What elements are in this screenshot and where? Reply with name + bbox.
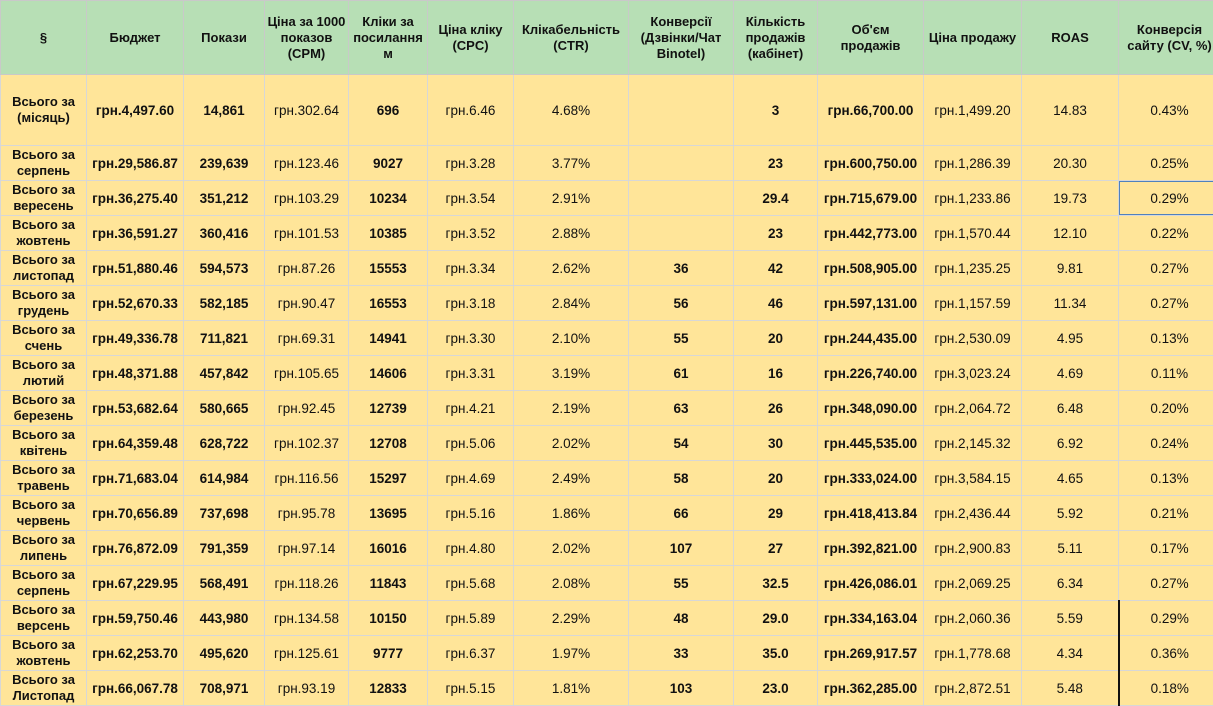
- table-cell[interactable]: грн.36,591.27: [87, 216, 184, 251]
- table-cell[interactable]: грн.66,700.00: [818, 75, 924, 146]
- table-cell[interactable]: 2.19%: [514, 391, 629, 426]
- table-cell[interactable]: 2.08%: [514, 566, 629, 601]
- table-cell[interactable]: 9.81: [1022, 251, 1119, 286]
- table-row: [1, 181, 1213, 216]
- table-cell[interactable]: 12833: [349, 671, 428, 706]
- table-cell[interactable]: грн.93.19: [265, 671, 349, 706]
- column-header[interactable]: Конверсія сайту (CV, %): [1119, 1, 1213, 75]
- table-cell[interactable]: 29: [734, 496, 818, 531]
- table-cell[interactable]: 48: [629, 601, 734, 636]
- table-cell[interactable]: грн.392,821.00: [818, 531, 924, 566]
- table-row: [1, 426, 1213, 461]
- table-cell[interactable]: грн.90.47: [265, 286, 349, 321]
- table-cell[interactable]: грн.105.65: [265, 356, 349, 391]
- table-row: [1, 286, 1213, 321]
- table-cell[interactable]: 20.30: [1022, 146, 1119, 181]
- table-cell[interactable]: грн.6.37: [428, 636, 514, 671]
- table-cell[interactable]: 1.81%: [514, 671, 629, 706]
- table-cell[interactable]: грн.64,359.48: [87, 426, 184, 461]
- table-cell[interactable]: 791,359: [184, 531, 265, 566]
- table-cell[interactable]: 4.34: [1022, 636, 1119, 671]
- table-cell[interactable]: 5.59: [1022, 601, 1119, 636]
- table-cell[interactable]: 29.4: [734, 181, 818, 216]
- table-cell[interactable]: грн.53,682.64: [87, 391, 184, 426]
- table-cell[interactable]: грн.123.46: [265, 146, 349, 181]
- table-cell[interactable]: грн.67,229.95: [87, 566, 184, 601]
- table-cell[interactable]: грн.442,773.00: [818, 216, 924, 251]
- table-cell[interactable]: 55: [629, 566, 734, 601]
- table-row: [1, 461, 1213, 496]
- table-cell[interactable]: грн.71,683.04: [87, 461, 184, 496]
- table-cell[interactable]: грн.134.58: [265, 601, 349, 636]
- table-cell[interactable]: грн.66,067.78: [87, 671, 184, 706]
- table-cell[interactable]: 696: [349, 75, 428, 146]
- table-cell[interactable]: 4.69: [1022, 356, 1119, 391]
- table-cell[interactable]: 14.83: [1022, 75, 1119, 146]
- column-header[interactable]: Кліки за посилання м: [349, 1, 428, 75]
- row-label-cell[interactable]: Всього за (місяць): [1, 75, 87, 146]
- column-header[interactable]: §: [1, 1, 87, 75]
- table-cell[interactable]: 568,491: [184, 566, 265, 601]
- row-label-cell[interactable]: Всього за грудень: [1, 286, 87, 321]
- table-cell[interactable]: грн.4,497.60: [87, 75, 184, 146]
- table-cell[interactable]: грн.1,570.44: [924, 216, 1022, 251]
- column-header[interactable]: Ціна за 1000 показов (CPM): [265, 1, 349, 75]
- table-cell[interactable]: 5.11: [1022, 531, 1119, 566]
- table-cell[interactable]: грн.3.54: [428, 181, 514, 216]
- table-cell[interactable]: [629, 146, 734, 181]
- table-cell[interactable]: 66: [629, 496, 734, 531]
- table-cell[interactable]: 63: [629, 391, 734, 426]
- table-cell[interactable]: грн.62,253.70: [87, 636, 184, 671]
- table-cell[interactable]: грн.269,917.57: [818, 636, 924, 671]
- table-cell[interactable]: грн.2,900.83: [924, 531, 1022, 566]
- table-cell[interactable]: 12.10: [1022, 216, 1119, 251]
- table-row: [1, 636, 1213, 671]
- table-body: [1, 75, 1213, 706]
- table-cell[interactable]: грн.1,778.68: [924, 636, 1022, 671]
- table-cell[interactable]: грн.2,060.36: [924, 601, 1022, 636]
- table-cell[interactable]: грн.101.53: [265, 216, 349, 251]
- table-cell[interactable]: 0.20%: [1119, 391, 1213, 426]
- table-row: [1, 216, 1213, 251]
- table-row: [1, 601, 1213, 636]
- table-cell[interactable]: грн.4.21: [428, 391, 514, 426]
- column-header[interactable]: Ціна кліку (CPC): [428, 1, 514, 75]
- table-cell[interactable]: 2.49%: [514, 461, 629, 496]
- table-cell[interactable]: 708,971: [184, 671, 265, 706]
- table-cell[interactable]: 9777: [349, 636, 428, 671]
- table-cell[interactable]: грн.1,286.39: [924, 146, 1022, 181]
- table-cell[interactable]: 360,416: [184, 216, 265, 251]
- table-cell[interactable]: 26: [734, 391, 818, 426]
- table-cell[interactable]: 23: [734, 216, 818, 251]
- table-cell[interactable]: 2.88%: [514, 216, 629, 251]
- table-cell[interactable]: грн.715,679.00: [818, 181, 924, 216]
- table-cell[interactable]: грн.103.29: [265, 181, 349, 216]
- table-cell[interactable]: 12708: [349, 426, 428, 461]
- table-cell[interactable]: 15297: [349, 461, 428, 496]
- column-header[interactable]: Ціна продажу: [924, 1, 1022, 75]
- row-label-cell[interactable]: Всього за червень: [1, 496, 87, 531]
- table-cell[interactable]: [629, 216, 734, 251]
- table-cell[interactable]: 0.29%: [1119, 181, 1213, 216]
- table-cell[interactable]: грн.48,371.88: [87, 356, 184, 391]
- table-cell[interactable]: 0.11%: [1119, 356, 1213, 391]
- table-cell[interactable]: 11.34: [1022, 286, 1119, 321]
- row-label-cell[interactable]: Всього за жовтень: [1, 216, 87, 251]
- table-cell[interactable]: 20: [734, 461, 818, 496]
- table-cell[interactable]: грн.2,069.25: [924, 566, 1022, 601]
- table-cell[interactable]: 5.92: [1022, 496, 1119, 531]
- table-cell[interactable]: грн.3.34: [428, 251, 514, 286]
- table-row: [1, 391, 1213, 426]
- row-label-cell[interactable]: Всього за вересень: [1, 181, 87, 216]
- row-label-cell[interactable]: Всього за березень: [1, 391, 87, 426]
- table-cell[interactable]: 0.36%: [1119, 636, 1213, 671]
- table-cell[interactable]: 614,984: [184, 461, 265, 496]
- table-cell[interactable]: 2.02%: [514, 531, 629, 566]
- table-cell[interactable]: 239,639: [184, 146, 265, 181]
- table-cell[interactable]: 0.13%: [1119, 461, 1213, 496]
- table-cell[interactable]: 711,821: [184, 321, 265, 356]
- table-cell[interactable]: 2.91%: [514, 181, 629, 216]
- table-cell[interactable]: грн.348,090.00: [818, 391, 924, 426]
- table-cell[interactable]: 0.27%: [1119, 286, 1213, 321]
- table-cell[interactable]: 10150: [349, 601, 428, 636]
- table-cell[interactable]: 4.65: [1022, 461, 1119, 496]
- table-cell[interactable]: грн.226,740.00: [818, 356, 924, 391]
- table-cell[interactable]: грн.102.37: [265, 426, 349, 461]
- row-label-cell[interactable]: Всього за серпень: [1, 146, 87, 181]
- table-cell[interactable]: грн.6.46: [428, 75, 514, 146]
- table-cell[interactable]: грн.5.16: [428, 496, 514, 531]
- table-cell[interactable]: 107: [629, 531, 734, 566]
- table-cell[interactable]: грн.4.80: [428, 531, 514, 566]
- table-cell[interactable]: 1.97%: [514, 636, 629, 671]
- table-cell[interactable]: 495,620: [184, 636, 265, 671]
- table-cell[interactable]: грн.1,233.86: [924, 181, 1022, 216]
- table-cell[interactable]: грн.87.26: [265, 251, 349, 286]
- table-cell[interactable]: грн.2,872.51: [924, 671, 1022, 706]
- column-header[interactable]: Покази: [184, 1, 265, 75]
- table-cell[interactable]: 2.29%: [514, 601, 629, 636]
- table-cell[interactable]: 16553: [349, 286, 428, 321]
- column-header[interactable]: Клікабельність (CTR): [514, 1, 629, 75]
- table-cell[interactable]: грн.302.64: [265, 75, 349, 146]
- table-cell[interactable]: 55: [629, 321, 734, 356]
- table-row: [1, 531, 1213, 566]
- table-cell[interactable]: грн.445,535.00: [818, 426, 924, 461]
- table-cell[interactable]: 54: [629, 426, 734, 461]
- table-cell[interactable]: грн.3.18: [428, 286, 514, 321]
- table-cell[interactable]: 351,212: [184, 181, 265, 216]
- table-cell[interactable]: грн.3.31: [428, 356, 514, 391]
- table-cell[interactable]: 3: [734, 75, 818, 146]
- table-cell[interactable]: грн.92.45: [265, 391, 349, 426]
- table-row: [1, 321, 1213, 356]
- column-header[interactable]: Об'єм продажів: [818, 1, 924, 75]
- table-cell[interactable]: [629, 181, 734, 216]
- table-cell[interactable]: 0.27%: [1119, 251, 1213, 286]
- table-cell[interactable]: грн.97.14: [265, 531, 349, 566]
- table-cell[interactable]: 2.84%: [514, 286, 629, 321]
- table-cell[interactable]: грн.3.28: [428, 146, 514, 181]
- table-cell[interactable]: 0.18%: [1119, 671, 1213, 706]
- row-label-cell[interactable]: Всього за серпень: [1, 566, 87, 601]
- table-cell[interactable]: 13695: [349, 496, 428, 531]
- table-cell[interactable]: 4.95: [1022, 321, 1119, 356]
- table-cell[interactable]: 9027: [349, 146, 428, 181]
- table-cell[interactable]: 0.17%: [1119, 531, 1213, 566]
- table-cell[interactable]: грн.125.61: [265, 636, 349, 671]
- table-cell[interactable]: грн.2,145.32: [924, 426, 1022, 461]
- column-header[interactable]: ROAS: [1022, 1, 1119, 75]
- table-cell[interactable]: грн.362,285.00: [818, 671, 924, 706]
- table-cell[interactable]: грн.5.15: [428, 671, 514, 706]
- table-cell[interactable]: грн.418,413.84: [818, 496, 924, 531]
- row-label-cell[interactable]: Всього за липень: [1, 531, 87, 566]
- table-cell[interactable]: 30: [734, 426, 818, 461]
- table-cell[interactable]: грн.51,880.46: [87, 251, 184, 286]
- table-cell[interactable]: 61: [629, 356, 734, 391]
- table-cell[interactable]: 1.86%: [514, 496, 629, 531]
- row-label-cell[interactable]: Всього за Листопад: [1, 671, 87, 706]
- table-cell[interactable]: 14,861: [184, 75, 265, 146]
- table-cell[interactable]: 23.0: [734, 671, 818, 706]
- table-cell[interactable]: 457,842: [184, 356, 265, 391]
- table-cell[interactable]: 5.48: [1022, 671, 1119, 706]
- column-header[interactable]: Конверсії (Дзвінки/Чат Binotel): [629, 1, 734, 75]
- table-cell[interactable]: 16: [734, 356, 818, 391]
- table-cell[interactable]: 594,573: [184, 251, 265, 286]
- table-cell[interactable]: 6.48: [1022, 391, 1119, 426]
- table-cell[interactable]: грн.5.89: [428, 601, 514, 636]
- table-cell[interactable]: 19.73: [1022, 181, 1119, 216]
- table-cell[interactable]: 103: [629, 671, 734, 706]
- table-cell[interactable]: грн.2,064.72: [924, 391, 1022, 426]
- table-cell[interactable]: 0.21%: [1119, 496, 1213, 531]
- table-cell[interactable]: 16016: [349, 531, 428, 566]
- column-header[interactable]: Бюджет: [87, 1, 184, 75]
- table-cell[interactable]: 10385: [349, 216, 428, 251]
- table-cell[interactable]: грн.49,336.78: [87, 321, 184, 356]
- table-cell[interactable]: грн.36,275.40: [87, 181, 184, 216]
- table-cell[interactable]: грн.2,436.44: [924, 496, 1022, 531]
- table-cell[interactable]: 36: [629, 251, 734, 286]
- table-cell[interactable]: грн.333,024.00: [818, 461, 924, 496]
- table-cell[interactable]: грн.5.06: [428, 426, 514, 461]
- table-cell[interactable]: 29.0: [734, 601, 818, 636]
- table-cell[interactable]: 23: [734, 146, 818, 181]
- table-cell[interactable]: 6.34: [1022, 566, 1119, 601]
- table-cell[interactable]: 15553: [349, 251, 428, 286]
- table-cell[interactable]: грн.597,131.00: [818, 286, 924, 321]
- table-cell[interactable]: грн.4.69: [428, 461, 514, 496]
- table-cell[interactable]: 58: [629, 461, 734, 496]
- table-cell[interactable]: 14606: [349, 356, 428, 391]
- row-label-cell[interactable]: Всього за травень: [1, 461, 87, 496]
- table-cell[interactable]: 0.24%: [1119, 426, 1213, 461]
- table-row: [1, 251, 1213, 286]
- table-cell[interactable]: грн.70,656.89: [87, 496, 184, 531]
- table-cell[interactable]: 580,665: [184, 391, 265, 426]
- table-cell[interactable]: грн.116.56: [265, 461, 349, 496]
- table-cell[interactable]: 0.29%: [1119, 601, 1213, 636]
- table-cell[interactable]: 46: [734, 286, 818, 321]
- table-cell[interactable]: грн.52,670.33: [87, 286, 184, 321]
- table-cell[interactable]: 582,185: [184, 286, 265, 321]
- table-cell[interactable]: грн.334,163.04: [818, 601, 924, 636]
- table-cell[interactable]: грн.76,872.09: [87, 531, 184, 566]
- table-cell[interactable]: грн.426,086.01: [818, 566, 924, 601]
- table-cell[interactable]: 6.92: [1022, 426, 1119, 461]
- table-cell[interactable]: 20: [734, 321, 818, 356]
- table-cell[interactable]: 628,722: [184, 426, 265, 461]
- table-cell[interactable]: грн.1,235.25: [924, 251, 1022, 286]
- table-cell[interactable]: грн.59,750.46: [87, 601, 184, 636]
- table-cell[interactable]: грн.244,435.00: [818, 321, 924, 356]
- table-cell[interactable]: грн.69.31: [265, 321, 349, 356]
- table-cell[interactable]: грн.2,530.09: [924, 321, 1022, 356]
- table-cell[interactable]: грн.3.30: [428, 321, 514, 356]
- table-cell[interactable]: грн.5.68: [428, 566, 514, 601]
- table-cell[interactable]: 27: [734, 531, 818, 566]
- table-cell[interactable]: 11843: [349, 566, 428, 601]
- table-cell[interactable]: 443,980: [184, 601, 265, 636]
- table-cell[interactable]: 14941: [349, 321, 428, 356]
- table-cell[interactable]: 33: [629, 636, 734, 671]
- row-label-cell[interactable]: Всього за версень: [1, 601, 87, 636]
- table-cell[interactable]: 737,698: [184, 496, 265, 531]
- table-row: [1, 75, 1213, 146]
- column-header[interactable]: Кількість продажів (кабінет): [734, 1, 818, 75]
- table-cell[interactable]: грн.508,905.00: [818, 251, 924, 286]
- row-label-cell[interactable]: Всього за жовтень: [1, 636, 87, 671]
- table-row: [1, 496, 1213, 531]
- table-cell[interactable]: 0.22%: [1119, 216, 1213, 251]
- table-cell[interactable]: грн.118.26: [265, 566, 349, 601]
- table-cell[interactable]: 0.27%: [1119, 566, 1213, 601]
- table-cell[interactable]: 0.13%: [1119, 321, 1213, 356]
- table-row: [1, 671, 1213, 706]
- row-label-cell[interactable]: Всього за счень: [1, 321, 87, 356]
- table-cell[interactable]: грн.1,157.59: [924, 286, 1022, 321]
- table-cell[interactable]: грн.3,023.24: [924, 356, 1022, 391]
- table-cell[interactable]: грн.3.52: [428, 216, 514, 251]
- table-cell[interactable]: 2.02%: [514, 426, 629, 461]
- row-label-cell[interactable]: Всього за лютий: [1, 356, 87, 391]
- table-cell[interactable]: 10234: [349, 181, 428, 216]
- header-row: [1, 1, 1213, 75]
- table-row: [1, 356, 1213, 391]
- table-row: [1, 146, 1213, 181]
- table-cell[interactable]: грн.29,586.87: [87, 146, 184, 181]
- table-cell[interactable]: 35.0: [734, 636, 818, 671]
- table-cell[interactable]: 0.43%: [1119, 75, 1213, 146]
- table-cell[interactable]: 4.68%: [514, 75, 629, 146]
- table-cell[interactable]: грн.95.78: [265, 496, 349, 531]
- table-cell[interactable]: 0.25%: [1119, 146, 1213, 181]
- table-cell[interactable]: 12739: [349, 391, 428, 426]
- row-label-cell[interactable]: Всього за квітень: [1, 426, 87, 461]
- table-cell[interactable]: грн.3,584.15: [924, 461, 1022, 496]
- table-cell[interactable]: 2.10%: [514, 321, 629, 356]
- table-cell[interactable]: 42: [734, 251, 818, 286]
- table-cell[interactable]: 2.62%: [514, 251, 629, 286]
- table-cell[interactable]: 56: [629, 286, 734, 321]
- row-label-cell[interactable]: Всього за листопад: [1, 251, 87, 286]
- table-cell[interactable]: 3.19%: [514, 356, 629, 391]
- table-cell[interactable]: грн.1,499.20: [924, 75, 1022, 146]
- table-cell[interactable]: 3.77%: [514, 146, 629, 181]
- table-cell[interactable]: 32.5: [734, 566, 818, 601]
- table-cell[interactable]: [629, 75, 734, 146]
- table-cell[interactable]: грн.600,750.00: [818, 146, 924, 181]
- table-row: [1, 566, 1213, 601]
